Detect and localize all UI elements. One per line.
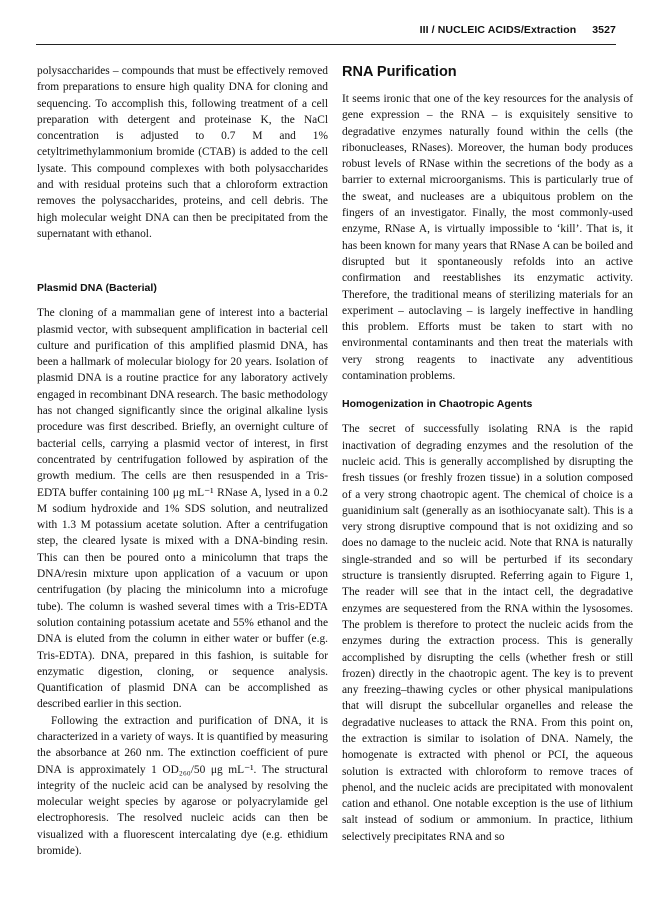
homogenization-heading: Homogenization in Chaotropic Agents — [342, 398, 533, 411]
plasmid-dna-heading: Plasmid DNA (Bacterial) — [37, 282, 157, 295]
running-head — [420, 24, 616, 36]
quantification-paragraph: Following the extraction and purification of DNA, it is characterized in a variety of ways. It is quantified by measuring the absorbance at 260 nm. The extinction coefficient of pure DNA is approximately 1 OD₂₆₀/50 μg mL⁻¹. The structural integrity of the nucleic acid can be analysed by resolving the molecular weight species by agarose or polyacrylamide gel electrophoresis. The resolved nucleic acids can then be visualized with a fluorescent intercalating dye (e.g. ethidium bromide). — [37, 714, 328, 858]
intro-paragraph: polysaccharides – compounds that must be effectively removed from preparations to ensure high quality DNA for cloning and sequencing. To accomplish this, following treatment of a cell preparation with detergent and proteinase K, the NaCl concentration is adjusted to 0.7 M and 1% cetyltrimethylammonium bromide (CTAB) is added to the cell lysate. This compound complexes with both polysaccharides and with residual proteins such that a chloroform extraction removes the polysaccharides, proteins, and cell debris. The high molecular weight DNA can then be precipitated from the supernatant with ethanol. — [37, 65, 328, 240]
right-column — [342, 63, 633, 845]
running-header — [36, 22, 616, 45]
rna-purification-heading: RNA Purification — [342, 64, 457, 80]
rna-paragraph: It seems ironic that one of the key resources for the analysis of gene expression – the RNA – is exquisitely sensitive to degradative enzymes naturally found within the cells (the ribonucleases, RNases). Moreover, the human body produces robust levels of RNase within the secretions of the body as a barrier to external microorganisms. This is particularly true of the sweat, and nucleases are a ubiquitous problem on the fingers of an investigator. Finally, the most commonly-used enzyme, RNase A, is virtually impossible to ‘kill’. That is, it has been known for many years that RNase A can be boiled and disrupted but it spontaneously refolds into an active confirmation and reestablishes its enzymatic activity. Therefore, the traditional means of sterilizing materials for an experiment – autoclaving – is largely ineffective in handling this problem. Efforts must be taken to start with no environmental contaminants and then treat the materials with very strong reagents to inactivate any adventitious contamination problems. — [342, 93, 633, 383]
page-number: 3527 — [592, 24, 616, 36]
plasmid-paragraph: The cloning of a mammalian gene of interest into a bacterial plasmid vector, with subsequent amplification in bacterial cell culture and purification of this amplified plasmid DNA, has been a hallmark of molecular biology for 20 years. Isolation of plasmid DNA is a routine practice for any laboratory actively engaged in recombinant DNA research. The basic methodology has not changed significantly since the original alkaline lysis procedure was first described. Briefly, an overnight culture of bacterial cells, carrying a plasmid vector of interest, in first concentrated by centrifugation followed by aspiration of the growth medium. The cells are then resuspended in a Tris-EDTA buffer containing 100 μg mL⁻¹ RNase A, lysed in a 0.2 M sodium hydroxide and 1% SDS solution, and neutralized with 1.3 M potassium acetate solution. After a centrifugation step, the cleared lysate is mixed with a DNA-binding resin. This can then be poured onto a minicolumn that traps the DNA/resin mixture upon application of a vacuum or upon centrifugation (by placing the minicolumn into a microfuge tube). The column is washed several times with a Tris-EDTA solution containing potassium acetate and 55% ethanol and the DNA is eluted from the column in either water or buffer (e.g. Tris-EDTA). DNA, prepared in this fashion, is suitable for enzymatic digestion, cloning, or sequence analysis. Quantification of plasmid DNA can be accomplished as described earlier in this section. — [37, 307, 328, 711]
homogenization-paragraph: The secret of successfully isolating RNA is the rapid inactivation of degrading enzymes and the resolution of the nucleic acid. This is generally accomplished by disrupting the fresh tissues (or freshly frozen tissue) in a solution composed of a very strong chaotropic agent. The chemical of choice is a guanidinium salt (generally as an isothiocyanate salt). This is a very strong disruptive compound that is not oxidizing and so does no damage to the nucleic acid. Note that RNA is naturally single-stranded and so will be perturbed if its secondary structure is transiently disrupted. Referring again to Figure 1, The reader will see that in the intact cell, the degradative enzymes are sequestered from the RNA within the lysosomes. The problem is therefore to protect the nucleic acids from the enzymes during the extraction process. This is generally accomplished by disrupting the cells (whether fresh or still frozen) directly in the chaotropic agent. The key is to prevent any freezing–thawing cycles or other physical manipulations that will disrupt the subcellular organelles and release the degradative nucleases to attack the RNA. From this point on, the extraction is similar to isolation of DNA. Namely, the homogenate is extracted with phenol or PCI, the aqueous solution is extracted with chloroform to remove traces of phenol, and the nucleic acids are precipitated with monovalent cation and ethanol. One notable exception is the use of lithium salt instead of sodium or ammonium. In practice, lithium selectively precipitates RNA and so — [342, 423, 633, 843]
left-column — [37, 63, 328, 859]
section-title: III / NUCLEIC ACIDS/Extraction — [419, 24, 577, 36]
